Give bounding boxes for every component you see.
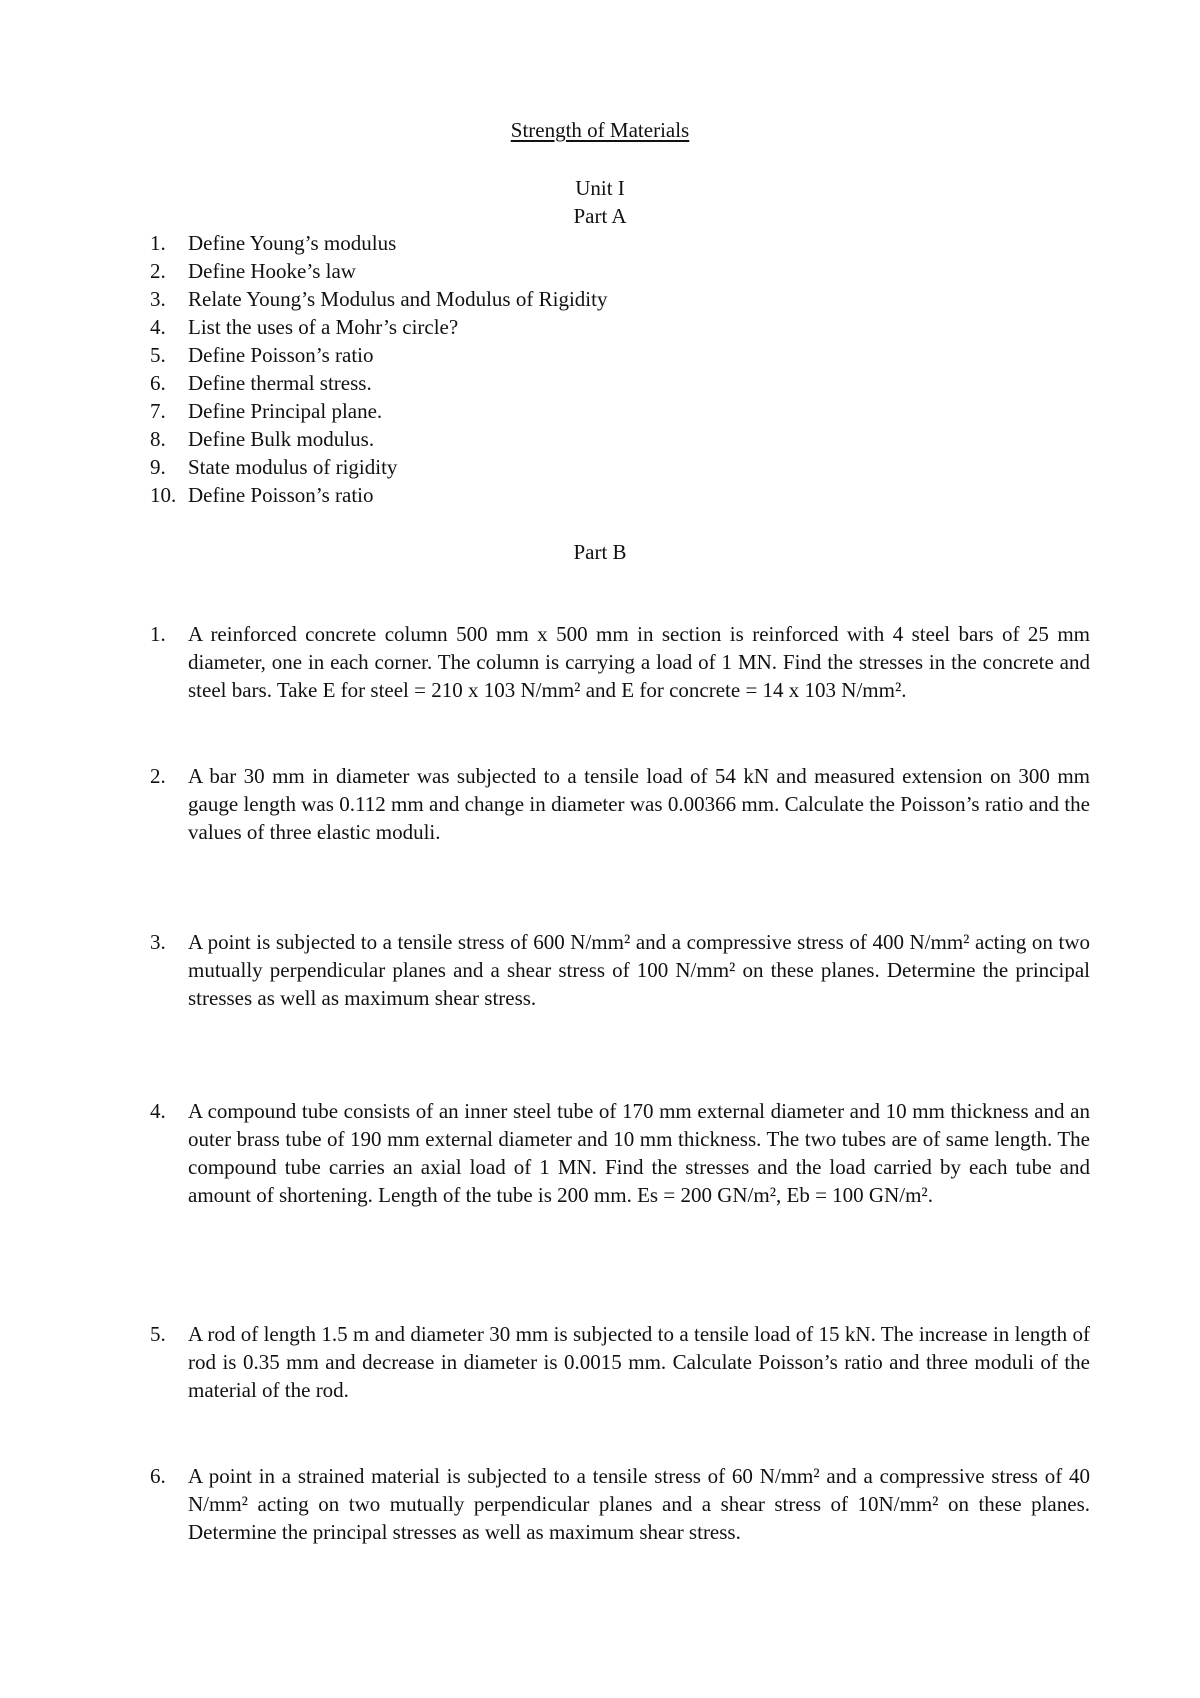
part-a-question-list [150,229,1050,509]
question-number: 6. [150,1464,166,1488]
part-b-question [150,1320,1090,1404]
part-b-question [150,1097,1090,1209]
question-number: 1. [150,622,166,646]
question-text: Define Poisson’s ratio [188,343,374,367]
question-text: Define thermal stress. [188,371,372,395]
question-number: 3. [150,287,166,311]
question-number: 3. [150,930,166,954]
question-text: Define Hooke’s law [188,259,356,283]
question-number: 2. [150,764,166,788]
question-text: A point in a strained material is subjected to a tensile stress of 60 N/mm² and a compressive stress of 40 N/mm² acting on two mutually perpendicular planes and a shear stress of 10N/mm² on these planes. Determine the principal stresses as well as maximum shear stress. [188,1464,1090,1544]
part-a-heading: Part A [573,204,627,228]
question-number: 8. [150,427,166,451]
question-number: 4. [150,1099,166,1123]
part-a-question [150,397,1050,425]
unit-heading: Unit I [575,176,625,200]
question-text: A reinforced concrete column 500 mm x 500 mm in section is reinforced with 4 steel bars of 25 mm diameter, one in each corner. The column is carrying a load of 1 MN. Find the stresses in the concrete and steel bars. Take E for steel = 210 x 103 N/mm² and E for concrete = 14 x 103 N/mm². [188,622,1090,702]
part-b-question [150,620,1090,704]
question-text: Define Bulk modulus. [188,427,375,451]
question-number: 1. [150,231,166,255]
question-number: 4. [150,315,166,339]
question-text: Relate Young’s Modulus and Modulus of Rigidity [188,287,608,311]
part-a-question [150,453,1050,481]
question-number: 5. [150,343,166,367]
question-text: Define Poisson’s ratio [188,483,374,507]
part-a-question [150,257,1050,285]
question-number: 10. [150,483,177,507]
part-a-question [150,285,1050,313]
part-a-question [150,313,1050,341]
question-text: A rod of length 1.5 m and diameter 30 mm is subjected to a tensile load of 15 kN. The increase in length of rod is 0.35 mm and decrease in diameter is 0.0015 mm. Calculate Poisson’s ratio and three moduli of the material of the rod. [188,1322,1090,1402]
question-text: List the uses of a Mohr’s circle? [188,315,459,339]
question-number: 6. [150,371,166,395]
part-a-question [150,425,1050,453]
question-number: 9. [150,455,166,479]
part-b-question [150,1462,1090,1546]
question-text: Define Principal plane. [188,399,383,423]
part-a-question [150,481,1050,509]
part-a-question [150,341,1050,369]
question-text: A point is subjected to a tensile stress of 600 N/mm² and a compressive stress of 400 N/mm² acting on two mutually perpendicular planes and a shear stress of 100 N/mm² on these planes. Determine the principal stresses as well as maximum shear stress. [188,930,1090,1010]
question-text: A bar 30 mm in diameter was subjected to a tensile load of 54 kN and measured extension on 300 mm gauge length was 0.112 mm and change in diameter was 0.00366 mm. Calculate the Poisson’s ratio and the values of three elastic moduli. [188,764,1090,844]
part-b-heading: Part B [573,540,627,564]
question-text: State modulus of rigidity [188,455,398,479]
part-b-question [150,928,1090,1012]
part-b-question [150,762,1090,846]
question-number: 2. [150,259,166,283]
question-number: 5. [150,1322,166,1346]
question-number: 7. [150,399,166,423]
question-text: A compound tube consists of an inner steel tube of 170 mm external diameter and 10 mm thickness and an outer brass tube of 190 mm external diameter and 10 mm thickness. The two tubes are of same length. The compound tube carries an axial load of 1 MN. Find the stresses and the load carried by each tube and amount of shortening. Length of the tube is 200 mm. Es = 200 GN/m², Eb = 100 GN/m². [188,1099,1090,1207]
document-title: Strength of Materials [510,118,690,142]
part-a-question [150,369,1050,397]
part-a-question [150,229,1050,257]
question-text: Define Young’s modulus [188,231,397,255]
